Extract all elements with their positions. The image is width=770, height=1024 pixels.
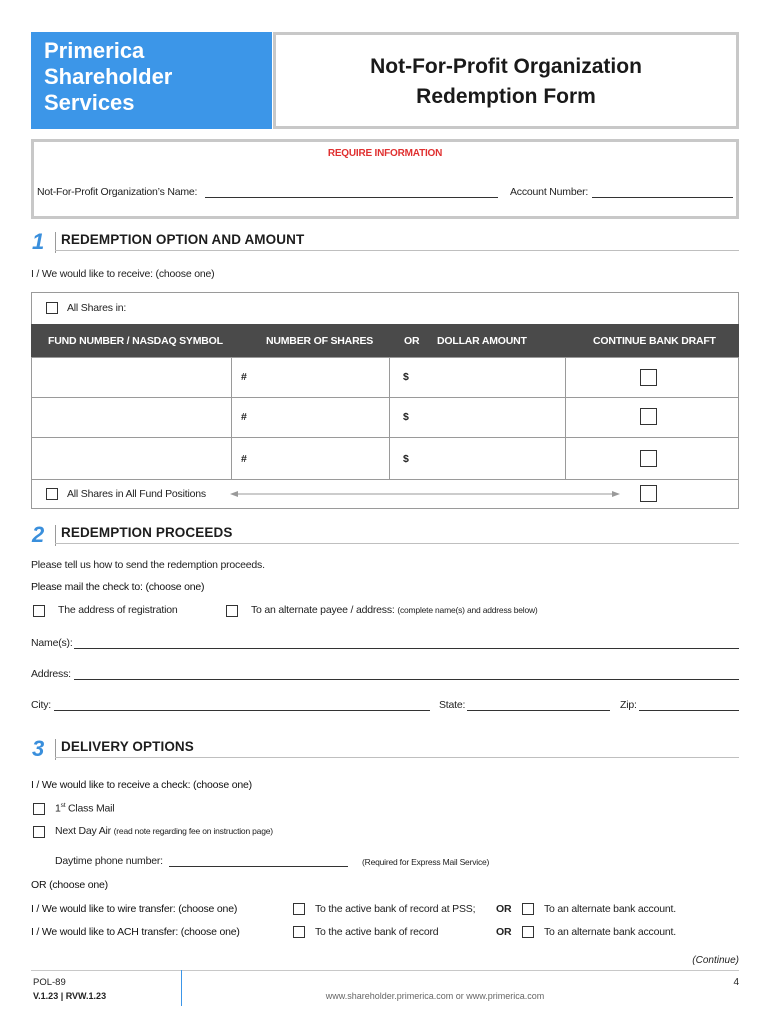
first-class-mail-label [55, 802, 114, 815]
first-class-sup: st [60, 802, 66, 809]
footer-website[interactable]: www.shareholder.primerica.com or www.primerica.com [325, 991, 545, 1001]
footer-rule [31, 970, 739, 971]
section-2-rule [55, 543, 739, 544]
col-or-header: OR [404, 335, 420, 347]
org-name-field[interactable] [205, 197, 498, 198]
fund-cell[interactable] [32, 398, 232, 438]
state-field[interactable] [467, 710, 610, 711]
footer-divider [181, 970, 182, 1006]
zip-field[interactable] [639, 710, 739, 711]
section-3-number: 3 [32, 736, 45, 761]
next-day-air-note: (read note regarding fee on instruction page) [113, 826, 273, 836]
state-label: State: [439, 699, 466, 711]
all-shares-in-checkbox[interactable] [46, 302, 58, 314]
ach-or-label: OR [496, 926, 512, 938]
account-number-label: Account Number: [510, 186, 589, 198]
shares-hash-1: # [241, 371, 247, 383]
shares-cell[interactable] [231, 398, 390, 438]
dollar-cell[interactable] [390, 438, 566, 480]
names-label: Name(s): [31, 637, 73, 649]
section-2-title: REDEMPTION PROCEEDS [61, 525, 233, 540]
wire-active-bank-checkbox[interactable] [293, 903, 305, 915]
alternate-payee-checkbox[interactable] [226, 605, 238, 617]
section-1-rule [55, 250, 739, 251]
fund-table [31, 357, 739, 480]
proceeds-intro: Please tell us how to send the redemption proceeds. [31, 559, 265, 571]
phone-field[interactable] [169, 866, 348, 867]
wire-transfer-label: I / We would like to wire transfer: (choose one) [31, 903, 238, 915]
wire-alternate-bank-checkbox[interactable] [522, 903, 534, 915]
col-fund-header: FUND NUMBER / NASDAQ SYMBOL [48, 335, 223, 347]
receive-intro: I / We would like to receive: (choose one) [31, 268, 215, 280]
first-class-text: Class Mail [65, 802, 115, 815]
ach-transfer-label: I / We would like to ACH transfer: (choose one) [31, 926, 240, 938]
continue-note: (Continue) [692, 955, 739, 966]
shares-cell[interactable] [231, 358, 390, 398]
double-arrow-icon [230, 488, 620, 500]
page-number: 4 [733, 977, 739, 988]
continue-draft-checkbox-1[interactable] [640, 369, 657, 386]
fund-cell[interactable] [32, 358, 232, 398]
brand-line-3: Services [44, 90, 135, 115]
phone-label: Daytime phone number: [55, 855, 163, 867]
org-name-label: Not-For-Profit Organization’s Name: [37, 186, 198, 198]
col-dollar-header: DOLLAR AMOUNT [437, 335, 527, 347]
col-continue-header: CONTINUE BANK DRAFT [593, 335, 716, 347]
form-title-line-1: Not-For-Profit Organization [370, 55, 642, 78]
wire-active-bank-label: To the active bank of record at PSS; [315, 903, 476, 915]
shares-hash-3: # [241, 453, 247, 465]
dollar-sign-2: $ [403, 411, 409, 423]
form-title-line-2: Redemption Form [416, 85, 596, 108]
first-class-mail-checkbox[interactable] [33, 803, 45, 815]
shares-hash-2: # [241, 411, 247, 423]
city-field[interactable] [54, 710, 430, 711]
address-of-registration-label: The address of registration [58, 604, 178, 616]
brand-block [31, 32, 272, 129]
city-label: City: [31, 699, 52, 711]
dollar-cell[interactable] [390, 398, 566, 438]
form-version: V.1.23 | RVW.1.23 [33, 991, 107, 1001]
or-choose-one: OR (choose one) [31, 879, 108, 891]
phone-note: (Required for Express Mail Service) [362, 857, 490, 867]
brand-line-2: Shareholder [44, 64, 173, 89]
col-shares-header: NUMBER OF SHARES [266, 335, 374, 347]
dollar-cell[interactable] [390, 358, 566, 398]
zip-label: Zip: [620, 699, 637, 711]
shares-cell[interactable] [231, 438, 390, 480]
wire-or-label: OR [496, 903, 512, 915]
table-row [32, 358, 739, 398]
require-info-heading: REQUIRE INFORMATION [327, 148, 443, 159]
section-3-rule [55, 757, 739, 758]
section-2-number: 2 [32, 522, 45, 547]
address-label: Address: [31, 668, 71, 680]
fund-cell[interactable] [32, 438, 232, 480]
account-number-field[interactable] [592, 197, 733, 198]
section-1-title: REDEMPTION OPTION AND AMOUNT [61, 232, 305, 247]
alternate-payee-text: To an alternate payee / address: [251, 604, 395, 616]
continue-draft-checkbox-3[interactable] [640, 450, 657, 467]
table-row [32, 438, 739, 480]
ach-active-bank-checkbox[interactable] [293, 926, 305, 938]
brand-line-1: Primerica [44, 38, 145, 63]
continue-draft-checkbox-2[interactable] [640, 408, 657, 425]
dollar-sign-1: $ [403, 371, 409, 383]
ach-active-bank-label: To the active bank of record [315, 926, 439, 938]
all-positions-label: All Shares in All Fund Positions [67, 488, 206, 500]
wire-alternate-bank-label: To an alternate bank account. [544, 903, 676, 915]
receive-check-intro: I / We would like to receive a check: (choose one) [31, 779, 252, 791]
alternate-payee-note: (complete name(s) and address below) [397, 605, 538, 615]
first-class-num: 1 [55, 802, 61, 815]
address-field[interactable] [74, 679, 739, 680]
next-day-air-label [55, 825, 273, 837]
mail-check-to-label: Please mail the check to: (choose one) [31, 581, 205, 593]
table-row [32, 398, 739, 438]
next-day-air-text: Next Day Air [55, 825, 111, 837]
all-positions-checkbox[interactable] [46, 488, 58, 500]
next-day-air-checkbox[interactable] [33, 826, 45, 838]
ach-alternate-bank-label: To an alternate bank account. [544, 926, 676, 938]
title-box [273, 32, 739, 129]
all-shares-in-label: All Shares in: [67, 302, 127, 314]
all-positions-continue-checkbox[interactable] [640, 485, 657, 502]
address-of-registration-checkbox[interactable] [33, 605, 45, 617]
alternate-payee-label [251, 604, 538, 616]
names-field[interactable] [74, 648, 739, 649]
dollar-sign-3: $ [403, 453, 409, 465]
ach-alternate-bank-checkbox[interactable] [522, 926, 534, 938]
section-3-title: DELIVERY OPTIONS [61, 739, 194, 754]
form-id: POL-89 [33, 977, 66, 988]
section-1-number: 1 [32, 229, 45, 254]
